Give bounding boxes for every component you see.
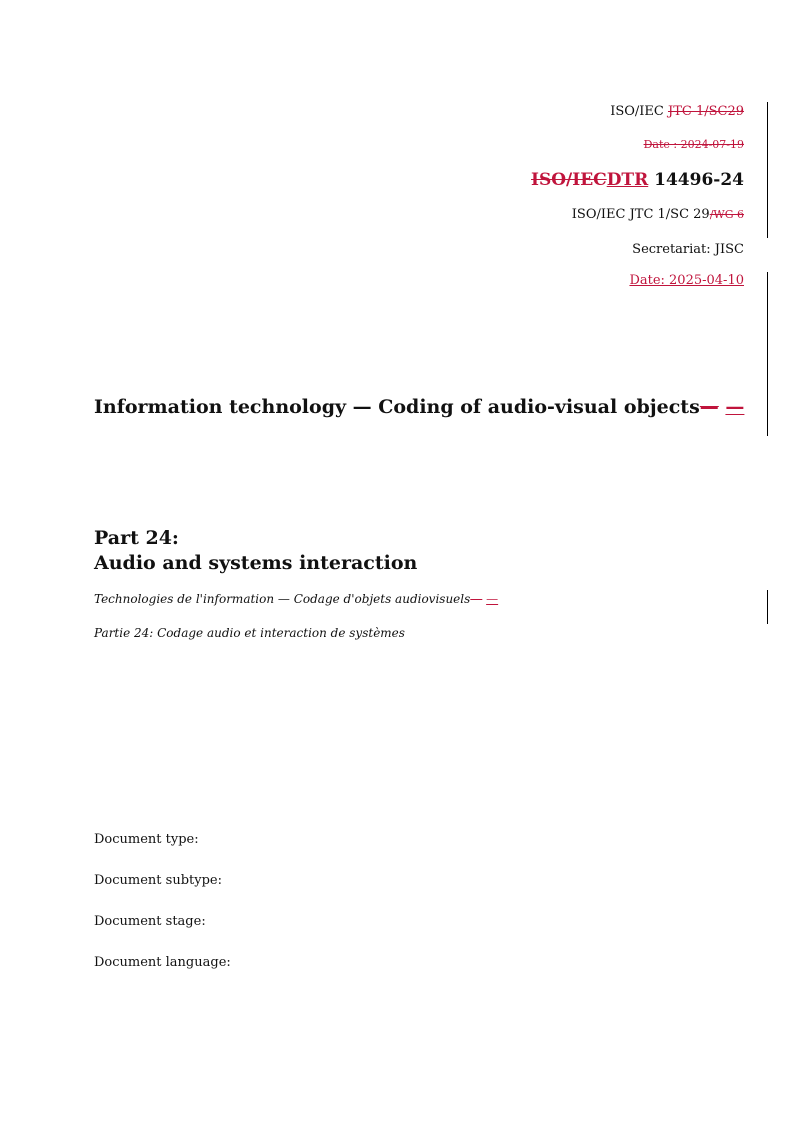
- french-part-title: [94, 626, 405, 640]
- document-subtype-label: Document subtype:: [94, 873, 222, 888]
- main-title-text: Information technology — Coding of audio-visual objects: [94, 396, 700, 418]
- french-title-inserted: —: [486, 592, 499, 606]
- secretariat: [632, 242, 744, 257]
- part-name: Audio and systems interaction: [94, 552, 418, 574]
- old-date-deleted: Date : 2024-07-19: [643, 138, 744, 151]
- change-bar: [767, 102, 768, 238]
- committee-prefix: ISO/IEC: [610, 104, 668, 119]
- document-stage-label: Document stage:: [94, 914, 206, 929]
- document-language-label: Document language:: [94, 955, 231, 970]
- part-title: [94, 526, 417, 576]
- change-bar: [767, 272, 768, 436]
- docnum-deleted: ISO/IEC: [531, 170, 607, 190]
- secretariat-text: Secretariat: JISC: [632, 242, 744, 257]
- docnum-rest: 14496-24: [648, 170, 744, 190]
- change-bar: [767, 590, 768, 624]
- main-title-deleted: —: [699, 396, 719, 418]
- committee-line: [610, 104, 744, 119]
- new-date-line: [629, 273, 744, 288]
- docnum-inserted: DTR: [606, 170, 649, 190]
- french-part-text: Partie 24: Codage audio et interaction de systèmes: [94, 626, 405, 640]
- new-date-inserted: Date: 2025-04-10: [629, 273, 744, 288]
- document-number: [531, 170, 744, 190]
- committee-deleted: JTC 1/SC29: [667, 104, 744, 119]
- committee-text: ISO/IEC JTC 1/SC 29: [571, 207, 710, 222]
- part-number: Part 24:: [94, 527, 179, 549]
- committee-wg-deleted: /WG 6: [709, 208, 744, 221]
- old-date-line: [644, 138, 744, 151]
- french-title-deleted: —: [470, 592, 483, 606]
- french-title: [94, 592, 498, 606]
- main-title: [94, 396, 744, 418]
- document-type-label: Document type:: [94, 832, 199, 847]
- french-title-text: Technologies de l'information — Codage d'objets audiovisuels: [94, 592, 471, 606]
- main-title-inserted: —: [725, 396, 745, 418]
- committee-reference: [572, 207, 744, 222]
